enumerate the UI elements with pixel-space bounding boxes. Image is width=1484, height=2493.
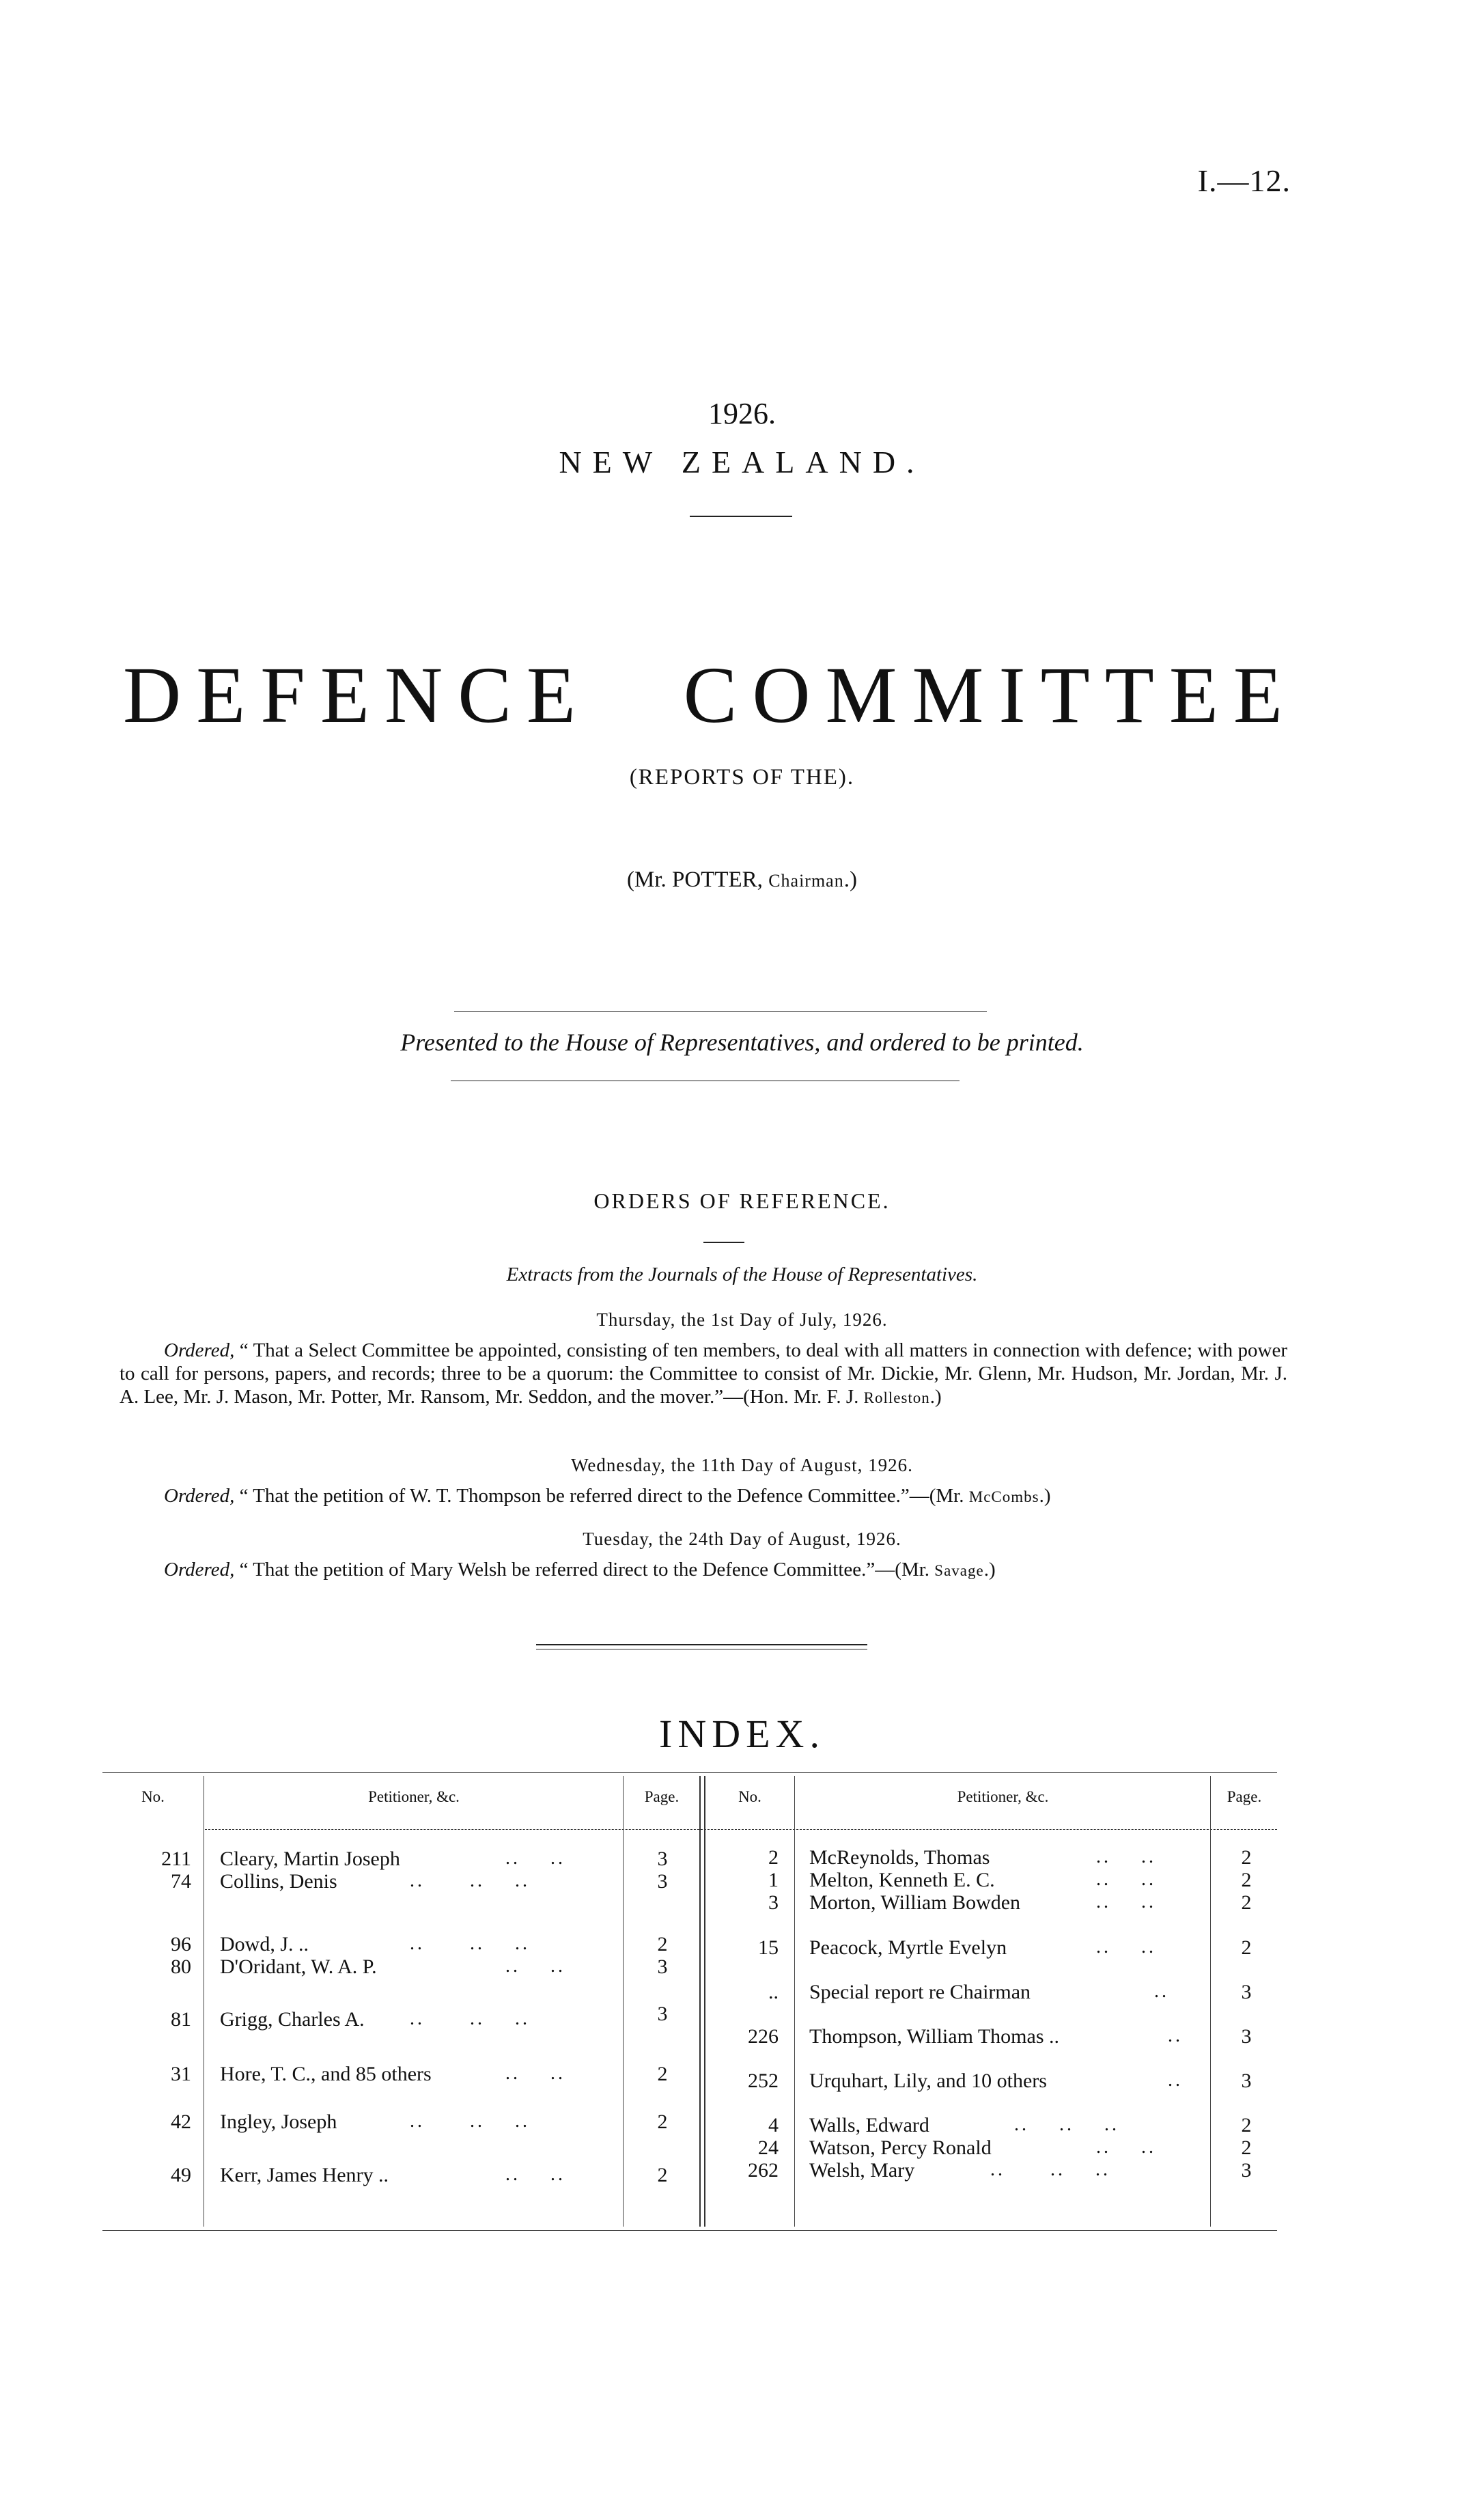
row-page: 2 <box>1241 1846 1252 1869</box>
row-page: 3 <box>657 1955 668 1978</box>
divider <box>703 1242 744 1243</box>
row-no: 42 <box>171 2111 191 2133</box>
row-no: .. <box>768 1981 779 2003</box>
row-petitioner: Walls, Edward <box>809 2114 929 2136</box>
row-page: 3 <box>1241 1981 1252 2003</box>
row-page: 2 <box>657 1933 668 1955</box>
order-mover: McCombs <box>968 1488 1039 1505</box>
order-end: .) <box>983 1559 996 1580</box>
row-petitioner: Dowd, J. .. <box>220 1933 309 1955</box>
row-petitioner: Cleary, Martin Joseph <box>220 1848 400 1870</box>
row-page: 2 <box>657 2063 668 2085</box>
row-petitioner: Hore, T. C., and 85 others <box>220 2063 432 2085</box>
document-year: 1926. <box>708 397 776 430</box>
row-petitioner: D'Oridant, W. A. P. <box>220 1955 377 1978</box>
row-page: 3 <box>1241 2025 1252 2048</box>
row-no: 49 <box>171 2164 191 2186</box>
row-no: 1 <box>768 1869 779 1891</box>
row-page: 2 <box>1241 2114 1252 2136</box>
index-heading: INDEX. <box>659 1712 825 1756</box>
document-reference: I.—12. <box>1197 163 1291 198</box>
row-no: 96 <box>171 1933 191 1955</box>
order-date: Tuesday, the 24th Day of August, 1926. <box>583 1529 901 1549</box>
country-heading: NEW ZEALAND. <box>559 445 925 479</box>
row-no: 226 <box>748 2025 779 2048</box>
page-subtitle: (REPORTS OF THE). <box>629 765 855 790</box>
chairman-role: Chairman <box>768 871 844 891</box>
order-paragraph <box>120 1484 1287 1509</box>
header-no: No. <box>141 1788 165 1805</box>
row-page: 2 <box>1241 1891 1252 1914</box>
ordered-label: Ordered, <box>164 1559 235 1580</box>
row-page: 3 <box>1241 2070 1252 2092</box>
row-no: 2 <box>768 1846 779 1869</box>
ordered-label: Ordered, <box>164 1339 235 1361</box>
divider <box>690 516 792 517</box>
presented-notice: Presented to the House of Representatives, and ordered to be printed. <box>400 1029 1084 1056</box>
row-petitioner: Thompson, William Thomas .. <box>809 2025 1060 2048</box>
row-no: 262 <box>748 2159 779 2182</box>
chairman-prefix: (Mr. POTTER, <box>627 867 769 892</box>
divider <box>454 1011 987 1012</box>
order-end: .) <box>1039 1485 1051 1507</box>
extracts-subheading: Extracts from the Journals of the House of Representatives. <box>506 1264 978 1285</box>
row-no: 74 <box>171 1870 191 1893</box>
row-no: 24 <box>758 2136 779 2159</box>
row-petitioner: Morton, William Bowden <box>809 1891 1021 1914</box>
table-bottom-rule <box>102 2230 1277 2231</box>
row-petitioner: Melton, Kenneth E. C. <box>809 1869 995 1891</box>
order-text: “ That the petition of Mary Welsh be referred direct to the Defence Committee.”—(Mr. <box>239 1559 935 1580</box>
row-no: 211 <box>161 1848 191 1870</box>
row-petitioner: Grigg, Charles A. <box>220 2008 365 2031</box>
row-petitioner: Collins, Denis <box>220 1870 337 1893</box>
row-petitioner: McReynolds, Thomas <box>809 1846 990 1869</box>
row-petitioner: Urquhart, Lily, and 10 others <box>809 2070 1047 2092</box>
header-petitioner: Petitioner, &c. <box>957 1788 1049 1805</box>
ordered-label: Ordered, <box>164 1485 235 1507</box>
header-petitioner: Petitioner, &c. <box>368 1788 460 1805</box>
row-no: 81 <box>171 2008 191 2031</box>
row-petitioner: Watson, Percy Ronald <box>809 2136 992 2159</box>
row-no: 3 <box>768 1891 779 1914</box>
order-date: Wednesday, the 11th Day of August, 1926. <box>571 1455 913 1475</box>
orders-heading: ORDERS OF REFERENCE. <box>593 1188 891 1213</box>
order-paragraph <box>120 1558 1287 1583</box>
header-page: Page. <box>1227 1788 1262 1805</box>
divider <box>536 1644 867 1645</box>
chairman-suffix: .) <box>843 867 857 892</box>
row-page: 3 <box>657 2003 668 2025</box>
row-petitioner: Special report re Chairman <box>809 1981 1031 2003</box>
row-no: 80 <box>171 1955 191 1978</box>
order-text: “ That the petition of W. T. Thompson be referred direct to the Defence Committee.”—(Mr. <box>239 1485 969 1507</box>
row-no: 31 <box>171 2063 191 2085</box>
page-title <box>123 649 1298 742</box>
order-end: .) <box>929 1386 942 1408</box>
header-no: No. <box>738 1788 761 1805</box>
title-word-2: COMMITTEE <box>683 650 1298 740</box>
table-top-rule <box>102 1772 1277 1773</box>
row-page: 2 <box>1241 1869 1252 1891</box>
order-mover: Rolleston <box>863 1389 930 1406</box>
row-page: 2 <box>1241 1936 1252 1959</box>
row-page: 3 <box>657 1848 668 1870</box>
title-word-1: DEFENCE <box>123 650 591 740</box>
row-petitioner: Kerr, James Henry .. <box>220 2164 389 2186</box>
row-no: 4 <box>768 2114 779 2136</box>
row-petitioner: Ingley, Joseph <box>220 2111 337 2133</box>
row-petitioner: Welsh, Mary <box>809 2159 915 2182</box>
row-page: 2 <box>1241 2136 1252 2159</box>
table-header-rule <box>205 1829 1277 1830</box>
row-page: 3 <box>1241 2159 1252 2182</box>
order-paragraph <box>120 1339 1287 1410</box>
header-page: Page. <box>644 1788 680 1805</box>
row-page: 2 <box>657 2111 668 2133</box>
row-no: 15 <box>758 1936 779 1959</box>
chairman-line <box>0 867 1484 893</box>
row-page: 3 <box>657 1870 668 1893</box>
order-mover: Savage <box>934 1562 984 1579</box>
order-text: “ That a Select Committee be appointed, consisting of ten members, to deal with all matters in connection with defence; with power to call for persons, papers, and records; three to be a quorum: the Committee to consist of Mr. Dickie, Mr. Glenn, Mr. Hudson, Mr. Jordan, Mr. J. A. Lee, Mr. J. Mason, Mr. Potter, Mr. Ransom, Mr. Seddon, and the mover.”—(Hon. Mr. F. J. <box>120 1339 1288 1408</box>
row-petitioner: Peacock, Myrtle Evelyn <box>809 1936 1007 1959</box>
row-no: 252 <box>748 2070 779 2092</box>
order-date: Thursday, the 1st Day of July, 1926. <box>596 1309 888 1330</box>
row-page: 2 <box>657 2164 668 2186</box>
